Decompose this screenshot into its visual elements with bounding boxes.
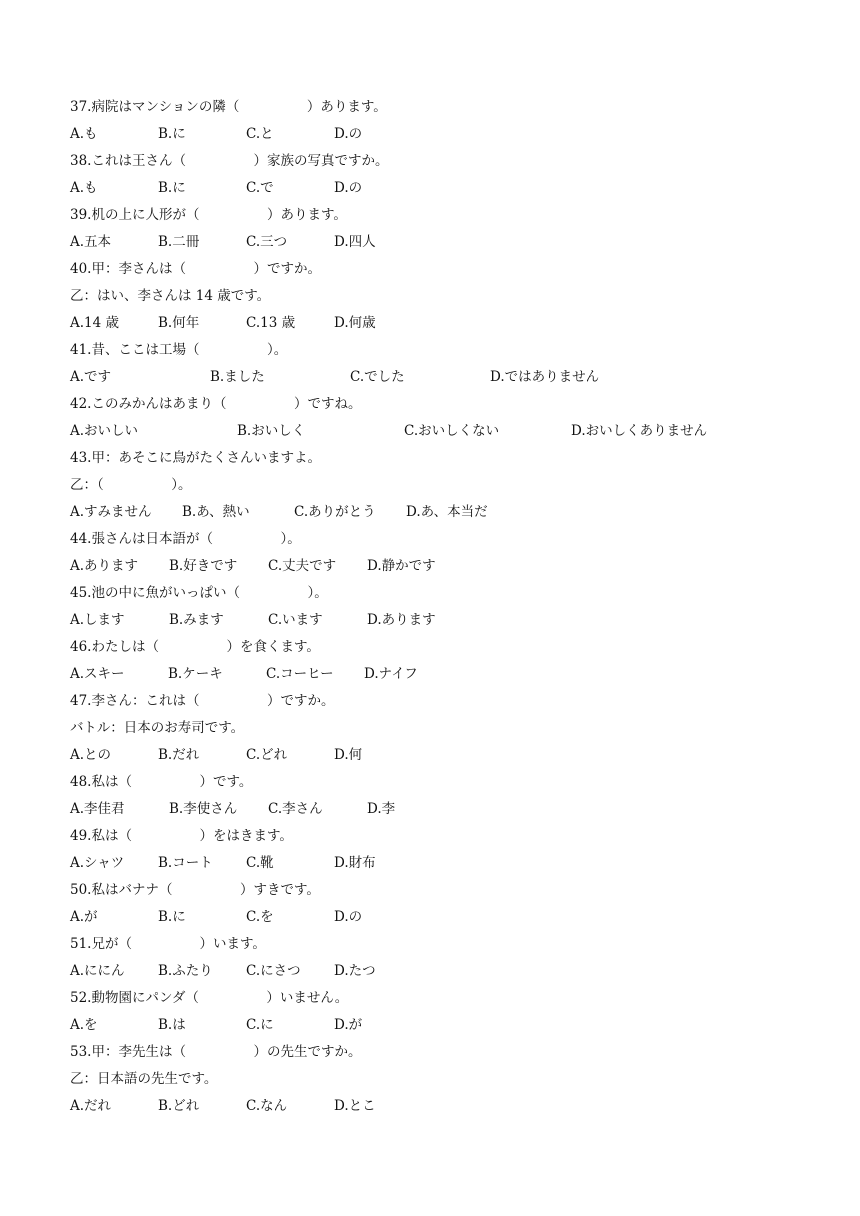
answer-option: A.ににん (70, 963, 125, 979)
answer-option: B.みます (169, 612, 224, 628)
question-stem: 46.わたしは（ ）を食くます。 (70, 639, 320, 655)
answer-option: D.あ、本当だ (406, 504, 488, 520)
answer-option: A.が (70, 909, 98, 925)
answer-option: C.なん (246, 1098, 288, 1114)
answer-option: D.たつ (334, 963, 376, 979)
answer-option: D.あります (367, 612, 436, 628)
answer-option: A.だれ (70, 1098, 112, 1114)
answer-options (70, 960, 810, 987)
question-stem: 48.私は（ ）です。 (70, 774, 253, 790)
question-item (70, 339, 810, 393)
answer-option: C.ありがとう (294, 504, 376, 520)
answer-options (70, 906, 810, 933)
answer-options (70, 123, 810, 150)
answer-option: D.おいしくありません (571, 423, 708, 439)
answer-options (70, 420, 810, 447)
answer-option: A.スキー (70, 666, 125, 682)
answer-option: D.李 (367, 801, 396, 817)
answer-option: D.が (334, 1017, 363, 1033)
answer-option: D.の (334, 909, 363, 925)
answer-options (70, 744, 810, 771)
answer-options (70, 501, 810, 528)
question-item (70, 96, 810, 150)
question-item (70, 150, 810, 204)
answer-options (70, 852, 810, 879)
answer-option: B.は (158, 1017, 186, 1033)
answer-option: C.を (246, 909, 274, 925)
question-stem: 40.甲：李さんは（ ）ですか。 (70, 261, 321, 277)
answer-option: A.シャツ (70, 855, 125, 871)
answer-option: D.四人 (334, 234, 376, 250)
answer-option: D.何歳 (334, 315, 376, 331)
answer-option: B.おいしく (237, 423, 306, 439)
question-item (70, 825, 810, 879)
question-stem: 43.甲：あそこに鳥がたくさんいますよ。 (70, 450, 321, 466)
question-item (70, 447, 810, 528)
question-stem: 38.これは王さん（ ）家族の写真ですか。 (70, 153, 389, 169)
question-list (70, 96, 810, 1122)
answer-option: A.五本 (70, 234, 112, 250)
question-dialogue-line: 乙：（ ）。 (70, 477, 192, 493)
answer-option: B.好きです (169, 558, 238, 574)
answer-option: C.靴 (246, 855, 274, 871)
answer-option: C.李さん (268, 801, 323, 817)
question-item (70, 204, 810, 258)
question-stem: 37.病院はマンションの隣（ ）あります。 (70, 99, 387, 115)
answer-option: A.あります (70, 558, 139, 574)
question-item (70, 258, 810, 339)
answer-options (70, 663, 810, 690)
question-stem: 42.このみかんはあまり（ ）ですね。 (70, 396, 362, 412)
question-stem: 49.私は（ ）をはきます。 (70, 828, 293, 844)
answer-option: C.三つ (246, 234, 288, 250)
answer-option: C.で (246, 180, 274, 196)
question-dialogue-line: バトル：日本のお寿司です。 (70, 720, 245, 736)
answer-option: C.と (246, 126, 274, 142)
answer-option: A.すみません (70, 504, 152, 520)
answer-option: A.との (70, 747, 112, 763)
answer-option: A.14 歳 (70, 315, 120, 331)
answer-option: B.ました (210, 369, 265, 385)
answer-options (70, 609, 810, 636)
question-item (70, 879, 810, 933)
question-stem: 50.私はバナナ（ ）すきです。 (70, 882, 320, 898)
question-item (70, 636, 810, 690)
answer-option: A.を (70, 1017, 98, 1033)
answer-option: C.います (268, 612, 323, 628)
question-stem: 41.昔、ここは工場（ ）。 (70, 342, 288, 358)
answer-option: B.に (158, 909, 186, 925)
answer-option: C.でした (350, 369, 405, 385)
question-item (70, 582, 810, 636)
answer-option: B.何年 (158, 315, 200, 331)
answer-option: D.ではありません (490, 369, 600, 385)
question-item (70, 393, 810, 447)
answer-option: B.に (158, 126, 186, 142)
question-stem: 44.張さんは日本語が（ ）。 (70, 531, 301, 547)
question-stem: 51.兄が（ ）います。 (70, 936, 266, 952)
answer-options (70, 177, 810, 204)
answer-option: A.おいしい (70, 423, 139, 439)
question-item (70, 771, 810, 825)
answer-option: B.だれ (158, 747, 200, 763)
answer-option: D.何 (334, 747, 363, 763)
answer-option: C.おいしくない (404, 423, 500, 439)
answer-option: B.李使さん (169, 801, 238, 817)
answer-option: B.ケーキ (168, 666, 223, 682)
answer-options (70, 555, 810, 582)
answer-option: C.丈夫です (268, 558, 337, 574)
answer-option: A.も (70, 180, 98, 196)
answer-option: D.の (334, 180, 363, 196)
question-item (70, 987, 810, 1041)
question-dialogue-line: 乙：日本語の先生です。 (70, 1071, 218, 1087)
answer-option: A.します (70, 612, 125, 628)
answer-options (70, 231, 810, 258)
answer-option: B.どれ (158, 1098, 200, 1114)
answer-option: B.あ、熱い (182, 504, 250, 520)
question-item (70, 690, 810, 771)
answer-option: D.の (334, 126, 363, 142)
answer-option: B.コート (158, 855, 213, 871)
answer-options (70, 1095, 810, 1122)
answer-option: D.財布 (334, 855, 376, 871)
question-stem: 39.机の上に人形が（ ）あります。 (70, 207, 347, 223)
answer-option: B.ふたり (158, 963, 213, 979)
question-stem: 45.池の中に魚がいっぱい（ ）。 (70, 585, 328, 601)
answer-option: B.に (158, 180, 186, 196)
answer-option: A.李佳君 (70, 801, 125, 817)
answer-option: C.コーヒー (266, 666, 334, 682)
question-item (70, 1041, 810, 1122)
answer-option: C.どれ (246, 747, 288, 763)
question-dialogue-line: 乙：はい、李さんは 14 歳です。 (70, 288, 271, 304)
answer-option: D.ナイフ (364, 666, 418, 682)
question-stem: 47.李さん：これは（ ）ですか。 (70, 693, 335, 709)
answer-option: B.二冊 (158, 234, 200, 250)
answer-options (70, 798, 810, 825)
answer-option: A.です (70, 369, 112, 385)
answer-options (70, 366, 810, 393)
question-item (70, 528, 810, 582)
answer-option: C.にさつ (246, 963, 301, 979)
answer-options (70, 1014, 810, 1041)
answer-option: D.とこ (334, 1098, 376, 1114)
answer-options (70, 312, 810, 339)
answer-option: C.に (246, 1017, 274, 1033)
answer-option: D.静かです (367, 558, 436, 574)
answer-option: A.も (70, 126, 98, 142)
answer-option: C.13 歳 (246, 315, 296, 331)
question-stem: 52.動物園にパンダ（ ）いません。 (70, 990, 349, 1006)
question-stem: 53.甲：李先生は（ ）の先生ですか。 (70, 1044, 362, 1060)
question-item (70, 933, 810, 987)
